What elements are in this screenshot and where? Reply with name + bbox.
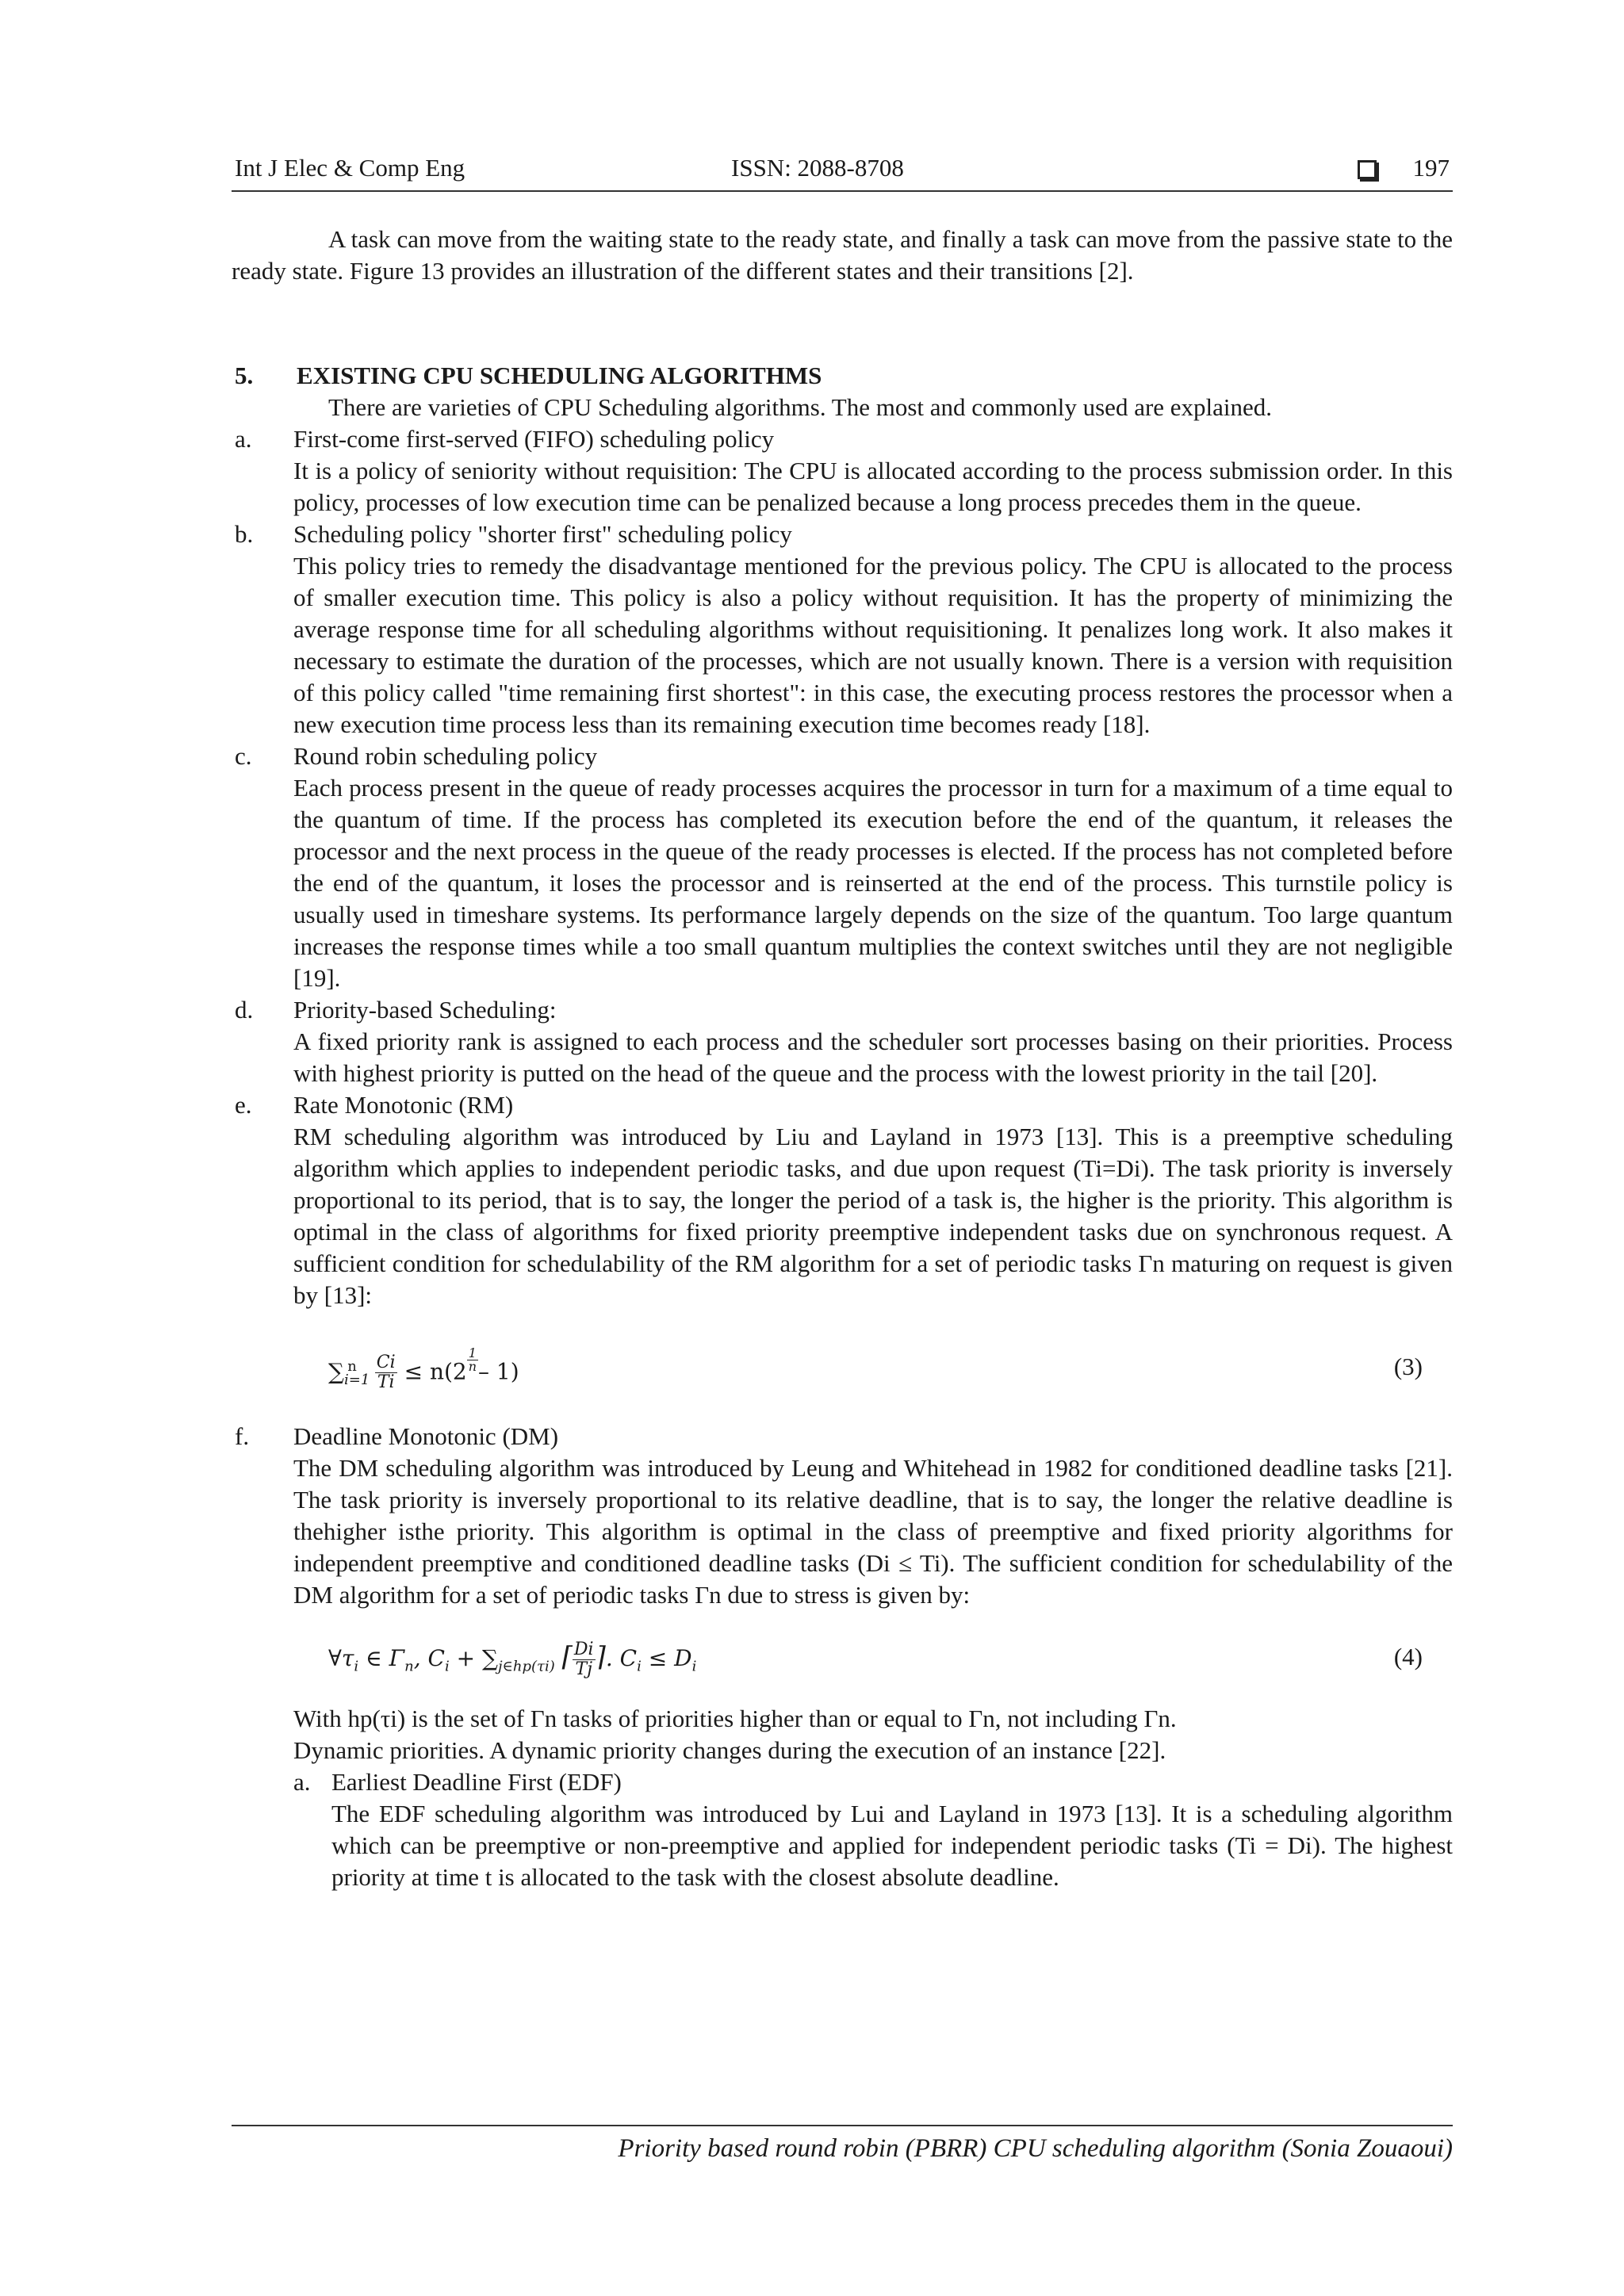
page-content: [232, 151, 1453, 1893]
list-item-text: RM scheduling algorithm was introduced by Liu and Layland in 1973 [13]. This is a preemptive scheduling algorithm which applies to independent periodic tasks, and due upon request (Ti=Di). The task priority is inversely proportional to its period, that is to say, the longer the period of a task is, the higher is the priority. This algorithm is optimal in the class of algorithms for fixed priority preemptive independent tasks due on synchronous request. A sufficient condition for schedulability of the RM algorithm for a set of periodic tasks Γn maturing on request is given by [13]:: [293, 1123, 1453, 1309]
list-marker: a.: [235, 425, 252, 453]
section-number: 5.: [235, 362, 254, 389]
section-lead: There are varieties of CPU Scheduling algorithms. The most and commonly used are explained.: [328, 393, 1273, 421]
list-marker: d.: [235, 996, 254, 1024]
intro-paragraph: A task can move from the waiting state to the ready state, and finally a task can move from the passive state to the ready state. Figure 13 provides an illustration of the different states and their transitions [2].: [232, 225, 1453, 285]
list-item-title: Deadline Monotonic (DM): [293, 1422, 559, 1450]
list-marker: c.: [235, 742, 252, 770]
hp-definition: With hp(τi) is the set of Γn tasks of priorities higher than or equal to Γn, not including Γn.: [293, 1705, 1177, 1732]
list-item-text: A fixed priority rank is assigned to each process and the scheduler sort processes basing on their priorities. Process with highest priority is putted on the head of the queue and the process with the lowest priority in the tail [20].: [293, 1027, 1453, 1087]
dynamic-priorities: Dynamic priorities. A dynamic priority changes during the execution of an instance [22].: [293, 1736, 1166, 1764]
equation-number: (3): [1393, 1353, 1423, 1380]
list-item-text: Each process present in the queue of ready processes acquires the processor in turn for a maximum of a time equal to the quantum of time. If the process has completed its execution before the end of the quantum, it releases the processor and the next process in the queue of the ready processes is elected. If the process has not completed before the end of the quantum, it loses the processor and is reinserted at the end of the process. This turnstile policy is usually used in timeshare systems. Its performance largely depends on the size of the quantum. Too large quantum increases the response times while a too small quantum multiplies the context switches until they are not negligible [19].: [293, 774, 1453, 992]
exponent-fraction: $\frac{1}{n}$: [468, 1345, 477, 1374]
running-footer: Priority based round robin (PBRR) CPU scheduling algorithm (Sonia Zouaoui): [232, 2125, 1453, 2164]
running-header: [232, 151, 1453, 192]
equation-3-formula: $\sum_{i=1}^n$ $\frac{Ci}{Ti}$ ≤ n(2 $\frac{1}{n}$ – 1): [328, 1345, 519, 1393]
list-item-title: Round robin scheduling policy: [293, 742, 598, 770]
list-item-fifo: [232, 423, 1453, 519]
fraction: $\frac{Di}{Tj}$: [573, 1640, 594, 1679]
list-item-text: The DM scheduling algorithm was introduced by Leung and Whitehead in 1982 for conditioned deadline tasks [21]. The task priority is inversely proportional to its relative deadline, that is to say, the longer the relative deadline is thehigher isthe priority. This algorithm is optimal in the class of preemptive and fixed priority algorithms for independent preemptive and conditioned deadline tasks (Di ≤ Ti). The sufficient condition for schedulability of the DM algorithm for a set of periodic tasks Γn due to stress is given by:: [293, 1454, 1453, 1609]
list-item-deadline-monotonic: [232, 1421, 1453, 1611]
list-item-rate-monotonic: [232, 1089, 1453, 1311]
list-item-round-robin: [232, 740, 1453, 994]
list-marker: b.: [235, 520, 254, 548]
section-heading: [232, 360, 1453, 392]
issn: ISSN: 2088-8708: [731, 154, 904, 182]
equation-3: [232, 1343, 1453, 1391]
section-title: EXISTING CPU SCHEDULING ALGORITHMS: [297, 362, 822, 389]
fraction: $\frac{Ci}{Ti}$: [376, 1353, 396, 1393]
equation-4-formula: $\forall\tau_i$ ∈ $\Gamma_n$, $C_i + \sum_{j\in hp(\tau i)}$ ⌈ $\frac{Di}{Tj}$ ⌉. $C_i \le D_i$: [328, 1640, 697, 1679]
list-item-title: First-come first-served (FIFO) scheduling policy: [293, 425, 775, 453]
sub-item-text: The EDF scheduling algorithm was introduced by Lui and Layland in 1973 [13]. It is a scheduling algorithm which can be preemptive or non-preemptive and applied for independent periodic tasks (Ti = Di). The highest priority at time t is allocated to the task with the closest absolute deadline.: [331, 1800, 1453, 1891]
equation-4: [232, 1633, 1453, 1681]
list-item-text: This policy tries to remedy the disadvantage mentioned for the previous policy. The CPU is allocated to the process of smaller execution time. This policy is also a policy without requisition. It has the property of minimizing the average response time for all scheduling algorithms without requisitioning. It penalizes long work. It also makes it necessary to estimate the duration of the processes, which are not usually known. There is a version with requisition of this policy called "time remaining first shortest": in this case, the executing process restores the processor when a new execution time process less than its remaining execution time becomes ready [18].: [293, 552, 1453, 738]
equation-number: (4): [1393, 1643, 1423, 1670]
list-marker: f.: [235, 1422, 250, 1450]
list-marker: a.: [293, 1768, 311, 1796]
journal-name: Int J Elec & Comp Eng: [235, 154, 465, 182]
list-item-shorter-first: [232, 519, 1453, 740]
after-equation-text: [232, 1703, 1453, 1893]
sub-item-title: Earliest Deadline First (EDF): [331, 1768, 622, 1796]
list-item-title: Scheduling policy "shorter first" scheduling policy: [293, 520, 792, 548]
list-marker: e.: [235, 1091, 252, 1119]
square-bullet-icon: [1358, 160, 1377, 179]
sub-item-edf: [293, 1766, 1453, 1893]
page-number: 197: [1412, 154, 1450, 182]
list-item-text: It is a policy of seniority without requisition: The CPU is allocated according to the process submission order. In this policy, processes of low execution time can be penalized because a long process precedes them in the queue.: [293, 457, 1453, 516]
list-item-title: Priority-based Scheduling:: [293, 996, 557, 1024]
list-item-priority: [232, 994, 1453, 1089]
list-item-title: Rate Monotonic (RM): [293, 1091, 514, 1119]
